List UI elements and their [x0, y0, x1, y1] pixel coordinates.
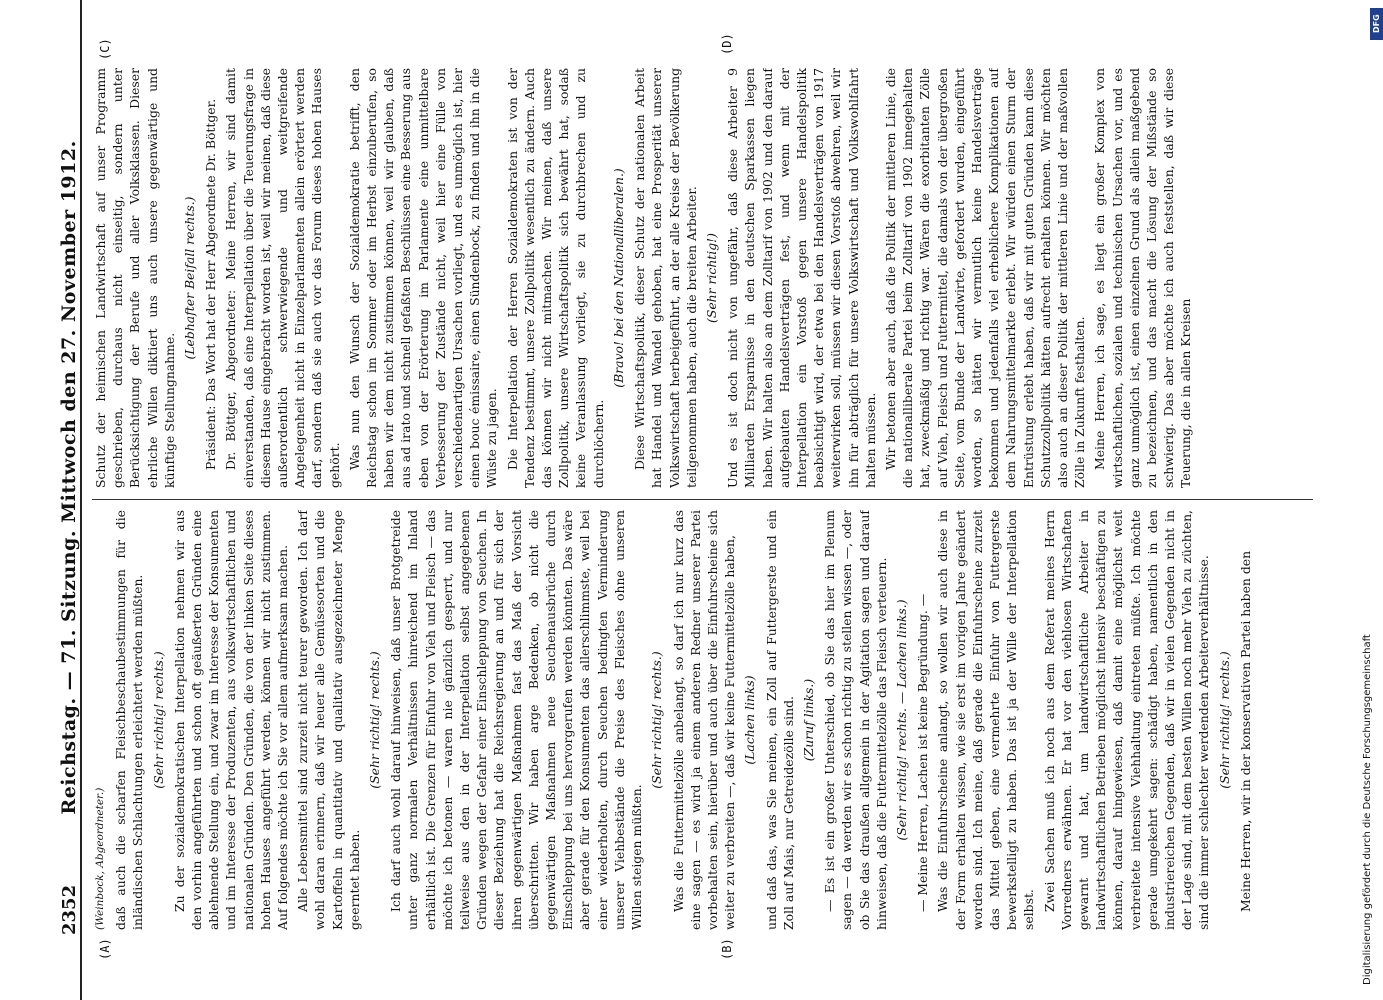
- paragraph: Zwei Sachen muß ich noch aus dem Referat meines Herrn Vorredners erwähnen. Er hat vor den viehlosen Wirtschaften gewarnt und hat, um landwirtschaftliche Arbeiter in landwirtschaftlichen Betrieben möglichst intensiv beschäftigen zu können, darauf hingewiesen, daß damit eine möglichst weit verbreitete intensive Viehhaltung eintreten müßte. Ich möchte gerade umgekehrt sagen: schädigt haben, namentlich in den industriereichen Gegenden, daß wir in vielen Gegenden nicht in der Lage sind, mit dem besten Willen noch mehr Vieh zu züchten, sind die immer schlechter werdenden Arbeiterverhältnisse.: [1041, 510, 1212, 930]
- paragraph: Die Interpellation der Herren Sozialdemokraten ist von der Tendenz bestimmt, unsere Zollpolitik wesentlich zu ändern. Auch das können wir nicht mitmachen. Wir meinen, daß unsere Zollpolitik, unsere Wirtschaftspolitik sich bewährt hat, sodaß keine Veranlassung vorliegt, sie zu durchbrechen und zu durchlöchern.: [504, 68, 606, 488]
- paragraph: Wir betonen aber auch, daß die Politik der mittleren Linie, die die nationalliberale Partei beim Zolltarif von 1902 innegehalten hat, zweckmäßig und richtig war. Wären die exorbitanten Zölle auf Vieh, Fleisch und Futtermittel, die damals von der übergroßen Seite, vom Bunde der Landwirte, gefordert wurden, eingeführt worden, so hätten wir vermutlich keine Handelsverträge bekommen und jedenfalls viel erheblichere Komplikationen auf dem Nahrungsmittelmarkte erlebt. Wir würden einen Sturm der Entrüstung erlebt haben, daß wir mit guten Gründen kann diese Schutzzollpolitik hätten aufrecht erhalten können. Wir möchten also auch an dieser Politik der mittleren Linie und der maßvollen Zölle in Zukunft festhalten.: [882, 68, 1088, 488]
- interjection: (Lachen links): [742, 675, 758, 765]
- interjection: (Sehr richtig! rechts.): [150, 651, 166, 789]
- page-header: [40, 0, 82, 1000]
- paragraph: Meine Herren, ich sage, es liegt ein großer Komplex von wirtschaftlichen, sozialen und technischen Ursachen vor, und es ganz unmöglich ist, einen einzelnen Grund als allein maßgebend zu bezeichnen, und das macht die Lösung der Mißstände so schwierig. Das aber möchte ich auch feststellen, daß wir diese Teuerung, die in allen Kreisen: [1092, 68, 1194, 488]
- paragraph: Schutz der heimischen Landwirtschaft auf unser Programm geschrieben, durchaus nicht einseitig, sondern unter Berücksichtigung der Berufe und aller Volksklassen. Dieser ehrliche Willen diktiert uns auch unsere gegenwärtige und künftige Stellungnahme.: [93, 68, 177, 488]
- paragraph: Und es ist doch nicht von ungefähr, daß diese Arbeiter 9 Milliarden Ersparnisse in den deutschen Sparkassen liegen haben. Wir halten also an dem Zolltarif von 1902 und den darauf aufgebauten Handelsverträgen fest, und wenn mit der Interpellation ein Vorstoß gegen unsere Handelspolitik beabsichtigt wird, der etwa bei den Handelsverträgen von 1917 weiterwirken soll, müssen wir diesen Vorstoß abwehren, weil wir ihn für abträglich für unsere Volkswirtschaft und Volkswohlfahrt halten müssen.: [725, 68, 878, 488]
- interjection: (Sehr richtig! rechts.): [367, 651, 383, 789]
- interjection: (Bravo! bei den Nationalliberalen.): [610, 168, 626, 388]
- paragraph: Zu der sozialdemokratischen Interpellation nehmen wir aus den vorhin angeführten und schon oft geäußerten Gründen eine ablehnende Stellung ein, und zwar im Interesse der Konsumenten und im Interesse der Produzenten, aus volkswirtschaftlichen und nationalen Gründen. Den Gründen, die von der linken Seite dieses hohen Hauses angeführt werden, können wir nicht zustimmen. Auf folgendes möchte ich Sie vor allem aufmerksam machen.: [171, 510, 291, 930]
- paragraph: daß auch die scharfen Fleischbeschaubestimmungen für die inländischen Schlachtungen erleichtert werden müßten.: [113, 510, 146, 930]
- margin-marker-b: (B): [720, 938, 734, 960]
- right-text-column: [92, 68, 1313, 488]
- interjection: (Zuruf links.): [800, 678, 816, 762]
- paragraph: — Meine Herren, Lachen ist keine Begründung. —: [915, 593, 931, 912]
- paragraph: — Es ist ein großer Unterschied, ob Sie das hier im Plenum sagen — da werden wir es schon richtig zu stellen wissen —, oder ob Sie das draußen allgemein in der Agitation sagen und darauf hinweisen, daß die Futtermittelzölle das Fleisch verteuern.: [822, 510, 889, 930]
- margin-marker-d: (D): [720, 33, 734, 55]
- interjection: (Sehr richtig! rechts. — Lachen links.): [893, 599, 909, 841]
- interjection: (Sehr richtig! rechts.): [1216, 651, 1232, 789]
- column-divider: [92, 499, 1313, 500]
- interjection: (Sehr richtig!): [703, 233, 719, 323]
- interjection: (Lebhafter Beifall rechts.): [182, 196, 198, 360]
- left-text-column: [92, 510, 1313, 930]
- paragraph: Was die Einfuhrscheine anlangt, so wollen wir auch diese in der Form erhalten wissen, wie sie erst im vorigen Jahre geändert worden sind. Ich meine, daß gerade die Einfuhrscheine zurzeit das Mittel geben, eine vermehrte Einfuhr von Futtergerste bewerkstelligt zu haben. Das ist ja der Wille der Interpellation selbst.: [935, 510, 1037, 930]
- paragraph: Präsident: Das Wort hat der Herr Abgeordnete Dr. Böttger.: [203, 98, 219, 470]
- interjection: (Sehr richtig! rechts.): [649, 651, 665, 789]
- paragraph: Diese Wirtschaftspolitik, dieser Schutz der nationalen Arbeit hat Handel und Wandel gehoben, hat eine Prosperität unserer Volkswirtschaft herbeigeführt, an der alle Kreise der Bevölkerung teilgenommen haben, auch die breiten Arbeiter.: [632, 68, 699, 488]
- paragraph: und daß das, was Sie meinen, ein Zoll auf Futtergerste und ein Zoll auf Mais, nur Getreidezölle sind.: [763, 510, 796, 930]
- page-running-title: Reichstag. — 71. Sitzung. Mittwoch den 27. November 1912.: [58, 140, 80, 815]
- paragraph: Alle Lebensmittel sind zurzeit nicht teurer geworden. Ich darf wohl daran erinnern, daß wir heuer alle Gemüsesorten und die Kartoffeln in quantitativ und qualitativ ausgezeichneter Menge geerntet haben.: [295, 510, 362, 930]
- page-number: 2352: [59, 884, 80, 935]
- margin-marker-a: (A): [98, 938, 112, 960]
- dfg-logo: DFG: [1370, 8, 1383, 40]
- paragraph: Dr. Böttger, Abgeordneter: Meine Herren, wir sind damit einverstanden, daß eine Interpellation über die Teuerungsfrage in diesem Hause eingebracht worden ist, weil wir meinen, daß diese außerordentlich schwerwiegende und weitgreifende Angelegenheit nicht in Einzelparlamenten allein erörtert werden darf, sondern daß sie auch vor das Forum dieses hohen Hauses gehört.: [223, 68, 342, 488]
- paragraph: Was die Futtermittelzölle anbelangt, so darf ich nur kurz das eine sagen — es wird ja einem anderen Redner unserer Partei vorbehalten sein, hierüber und auch über die Einfuhrscheine sich weiter zu verbreiten —, daß wir keine Futtermittelzölle haben,: [670, 510, 738, 930]
- paragraph: (Weinbock, Abgeordneter.): [94, 787, 106, 930]
- digitization-credit: Digitalisierung gefördert durch die Deutsche Forschungsgemeinschaft: [1362, 634, 1373, 985]
- paragraph: Meine Herren, wir in der konservativen Partei haben den: [1237, 550, 1253, 912]
- paragraph: Was nun den Wunsch der Sozialdemokratie betrifft, den Reichstag schon im Sommer oder im Herbst einzuberufen, so haben wir dem nicht zustimmen können, weil wir glauben, daß aus ad irato und schnell gefaßten Beschlüssen eine Besserung aus eben von der Erörterung im Parlamente eine unmittelbare Verbesserung der Zustände nicht, weil hier eine Fülle von verschiedenartigen Ursachen vorliegt, und es unmöglich ist, hier einen bouc émissaire, einen Sündenbock, zu finden und ihn in die Wüste zu jagen.: [346, 68, 500, 488]
- margin-marker-c: (C): [98, 38, 112, 60]
- paragraph: Ich darf auch wohl darauf hinweisen, daß unser Brotgetreide unter ganz normalen Verhältnissen hinreichend im Inland erhältlich ist. Die Grenzen für Einfuhr von Vieh und Fleisch — das möchte ich betonen — waren nie gänzlich gesperrt, und nur teilweise aus den in der Interpellation selbst angegebenen Gründen wegen der Gefahr einer Einschleppung von Seuchen. In dieser Beziehung hat die Reichsregierung an und für sich der ihren gegenwärtigen Maßnahmen fast das Maß der Vorsicht überschritten. Wir haben arge Bedenken, ob nicht die gegenwärtigen Maßnahmen neue Seuchenausbrüche durch Einschleppung bei uns hervorgerufen werden könnten. Das wäre aber gerade für den Konsumenten das allerschlimmste, weil bei einer wiederholten, durch Seuchen bedingten Verminderung unserer Viehbestände die Preise des Fleisches ohne unseren Willen steigen müßten.: [388, 510, 645, 930]
